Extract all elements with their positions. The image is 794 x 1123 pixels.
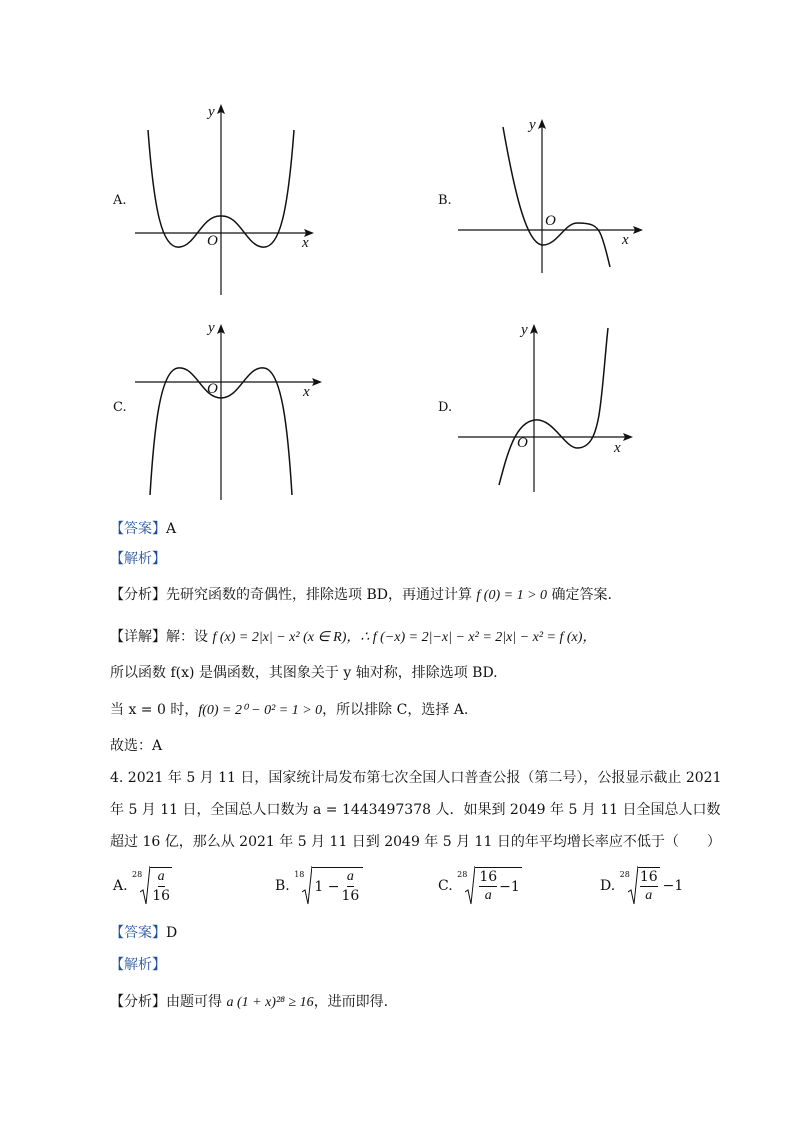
graph-c-origin-label: O bbox=[207, 381, 218, 397]
fenxi-formula: f (0) = 1 > 0 bbox=[476, 588, 548, 603]
q3-answer-line bbox=[110, 519, 176, 539]
fenxi-formula: a (1 + x)²⁸ ≥ 16 bbox=[226, 995, 314, 1010]
line3-a: 当 x = 0 时， bbox=[110, 702, 199, 718]
graph-a bbox=[130, 100, 320, 300]
analysis-tag: 【解析】 bbox=[110, 957, 166, 973]
analysis-tag: 【解析】 bbox=[110, 551, 166, 567]
q3-line3 bbox=[110, 700, 468, 721]
option-label: C. bbox=[438, 878, 453, 894]
fenxi-text: 先研究函数的奇偶性，排除选项 BD，再通过计算 bbox=[166, 587, 477, 603]
graph-d-x-label: x bbox=[614, 440, 621, 456]
graph-b-x-label: x bbox=[622, 232, 629, 248]
q4-option-b bbox=[275, 866, 363, 906]
fenxi-tag: 【分析】 bbox=[110, 994, 166, 1010]
q3-line4: 故选：A bbox=[110, 738, 163, 754]
line3-formula: f(0) = 2⁰ − 0² = 1 > 0 bbox=[198, 703, 323, 718]
radical-sign-icon bbox=[140, 866, 150, 906]
graph-a-y-label: y bbox=[208, 104, 215, 120]
radical: 18 1 − $\frac{a}{16}$ bbox=[294, 866, 363, 906]
q3-detail-line bbox=[110, 627, 596, 648]
graph-b-label: B. bbox=[438, 193, 452, 208]
q4-option-d bbox=[600, 866, 683, 906]
radical: 28 $\frac{a}{16}$ bbox=[132, 866, 172, 906]
detail-text: 解：设 bbox=[166, 629, 213, 645]
detail-formula: f (x) = 2|x| − x² (x ∈ R)，∴ f (−x) = 2|−x| − x² = 2|x| − x² = f (x)， bbox=[212, 630, 597, 645]
option-label: B. bbox=[275, 878, 290, 894]
answer-value: A bbox=[166, 521, 177, 537]
fenxi-end: 确定答案. bbox=[547, 587, 612, 603]
graph-b-y-label: y bbox=[529, 117, 536, 133]
answer-tag: 【答案】 bbox=[110, 521, 166, 537]
option-label: D. bbox=[600, 878, 616, 894]
detail-tag: 【详解】 bbox=[110, 629, 166, 645]
q4-answer-line bbox=[110, 923, 177, 943]
fenxi-tag: 【分析】 bbox=[110, 587, 166, 603]
q3-analysis-line bbox=[110, 549, 166, 569]
q4-fenxi-line bbox=[110, 992, 388, 1013]
answer-tag: 【答案】 bbox=[110, 925, 166, 941]
graph-c bbox=[130, 320, 330, 505]
graph-a-label: A. bbox=[113, 193, 127, 208]
graph-c-label: C. bbox=[113, 400, 127, 415]
graph-c-x-label: x bbox=[303, 384, 310, 400]
q4-option-c bbox=[438, 866, 522, 906]
q4-analysis-line bbox=[110, 955, 166, 975]
radical: 28 $\frac{16}{a}$ −1 bbox=[620, 866, 684, 906]
radical-sign-icon bbox=[465, 866, 475, 906]
q3-fenxi-line bbox=[110, 585, 612, 606]
graph-b bbox=[455, 115, 650, 275]
graph-d-label: D. bbox=[438, 400, 453, 415]
q4-option-a bbox=[113, 866, 172, 906]
radical: 28 $\frac{16}{a}$ −1 bbox=[457, 866, 522, 906]
graph-d bbox=[455, 320, 645, 495]
graph-c-y-label: y bbox=[208, 320, 215, 336]
graph-a-x-label: x bbox=[302, 235, 309, 251]
option-label: A. bbox=[113, 878, 128, 894]
graph-b-origin-label: O bbox=[545, 213, 556, 229]
fenxi-text: 由题可得 bbox=[166, 994, 227, 1010]
fenxi-end: ，进而即得. bbox=[313, 994, 389, 1010]
radical-sign-icon bbox=[302, 866, 312, 906]
graph-a-origin-label: O bbox=[207, 233, 218, 249]
answer-value: D bbox=[166, 925, 178, 941]
q3-line2: 所以函数 f(x) 是偶函数，其图象关于 y 轴对称，排除选项 BD. bbox=[110, 665, 498, 681]
radical-sign-icon bbox=[628, 866, 638, 906]
q4-line2: 年 5 月 11 日，全国总人口数为 a = 1443497378 人．如果到 2049 年 5 月 11 日全国总人口数 bbox=[110, 802, 721, 818]
line3-b: ，所以排除 C，选择 A. bbox=[322, 702, 469, 718]
graph-d-y-label: y bbox=[521, 322, 528, 338]
q4-line3: 超过 16 亿，那么从 2021 年 5 月 11 日到 2049 年 5 月 11 日的年平均增长率应不低于（ ） bbox=[110, 834, 721, 850]
graph-d-origin-label: O bbox=[517, 435, 528, 451]
q4-line1: 4. 2021 年 5 月 11 日，国家统计局发布第七次全国人口普查公报（第二号），公报显示截止 2021 bbox=[110, 770, 722, 786]
